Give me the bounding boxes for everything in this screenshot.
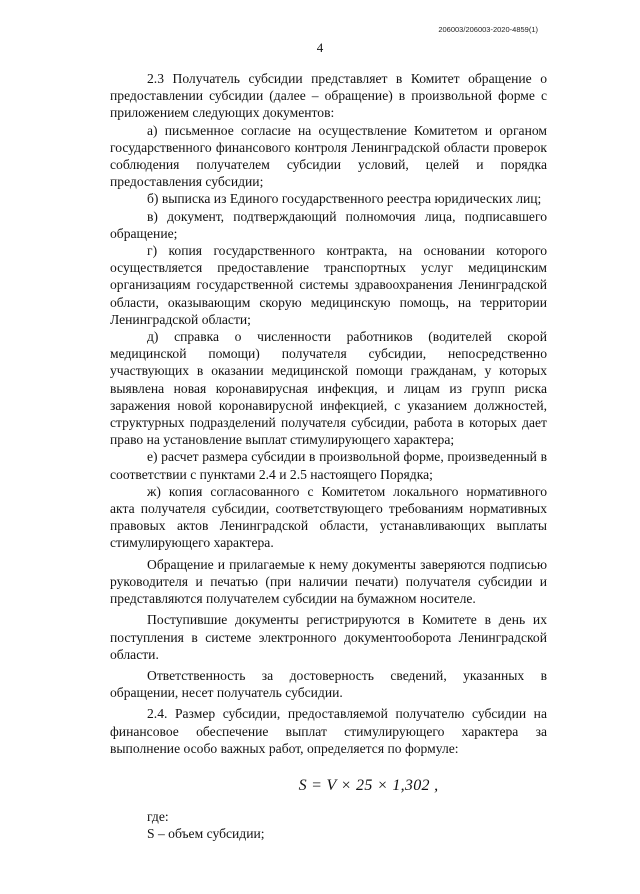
where-label: где: bbox=[147, 809, 169, 825]
paragraph-2-3: 2.3 Получатель субсидии представляет в Комитет обращение о предоставлении субсидии (далее – обращение) в произвольной форме с приложением следующих документов: bbox=[110, 71, 547, 121]
item-v: в) документ, подтверждающий полномочия лица, подписавшего обращение; bbox=[110, 208, 547, 241]
item-a: а) письменное согласие на осуществление Комитетом и органом государственного финансового контроля Ленинградской области проверок соблюдения получателем субсидии условий, целей и порядка предоставления субсидии; bbox=[110, 122, 547, 190]
paragraph-responsibility: Ответственность за достоверность сведений, указанных в обращении, несет получатель субсидии. bbox=[110, 667, 547, 701]
item-g: г) копия государственного контракта, на основании которого осуществляется предоставление транспортных услуг медицинским организациям государственной системы здравоохранения Ленинградской области, оказывающим скорую медицинскую помощь, на территории Ленинградской области; bbox=[110, 243, 547, 327]
item-zh: ж) копия согласованного с Комитетом локального нормативного акта получателя субсидии, соответствующего требованиям нормативных правовых актов Ленинградской области, устанавливающих выплаты стимулирующего характера. bbox=[110, 483, 547, 551]
item-d: д) справка о численности работников (водителей скорой медицинской помощи) получателя субсидии, непосредственно участвующих в оказании медицинской помощи гражданам, у которых выявлена новая коронавирусная инфекция, и лицам из групп риска заражения новой коронавирусной инфекцией, с указанием должностей, структурных подразделений получателя субсидии, работа в которых дает право на установление выплат стимулирующего характера; bbox=[110, 329, 547, 448]
document-id: 206003/206003-2020-4859(1) bbox=[438, 25, 538, 34]
item-e: е) расчет размера субсидии в произвольной форме, произведенный в соответствии с пунктами 2.4 и 2.5 настоящего Порядка; bbox=[110, 449, 547, 482]
subsidy-formula: S = V × 25 × 1,302 , bbox=[298, 776, 439, 794]
paragraph-2-4: 2.4. Размер субсидии, предоставляемой получателю субсидии на финансовое обеспечение выплат стимулирующего характера за выполнение особо важных работ, определяется по формуле: bbox=[110, 706, 547, 756]
item-b: б) выписка из Единого государственного реестра юридических лиц; bbox=[147, 191, 542, 207]
paragraph-certification: Обращение и прилагаемые к нему документы заверяются подписью руководителя и печатью (при наличии печати) получателя субсидии и представляются получателем субсидии на бумажном носителе. bbox=[110, 556, 547, 607]
page-number: 4 bbox=[316, 40, 324, 55]
document-body bbox=[110, 70, 547, 843]
definition-s: S – объем субсидии; bbox=[147, 826, 265, 842]
paragraph-registration: Поступившие документы регистрируются в Комитете в день их поступления в системе электронного документооборота Ленинградской области. bbox=[110, 612, 547, 662]
